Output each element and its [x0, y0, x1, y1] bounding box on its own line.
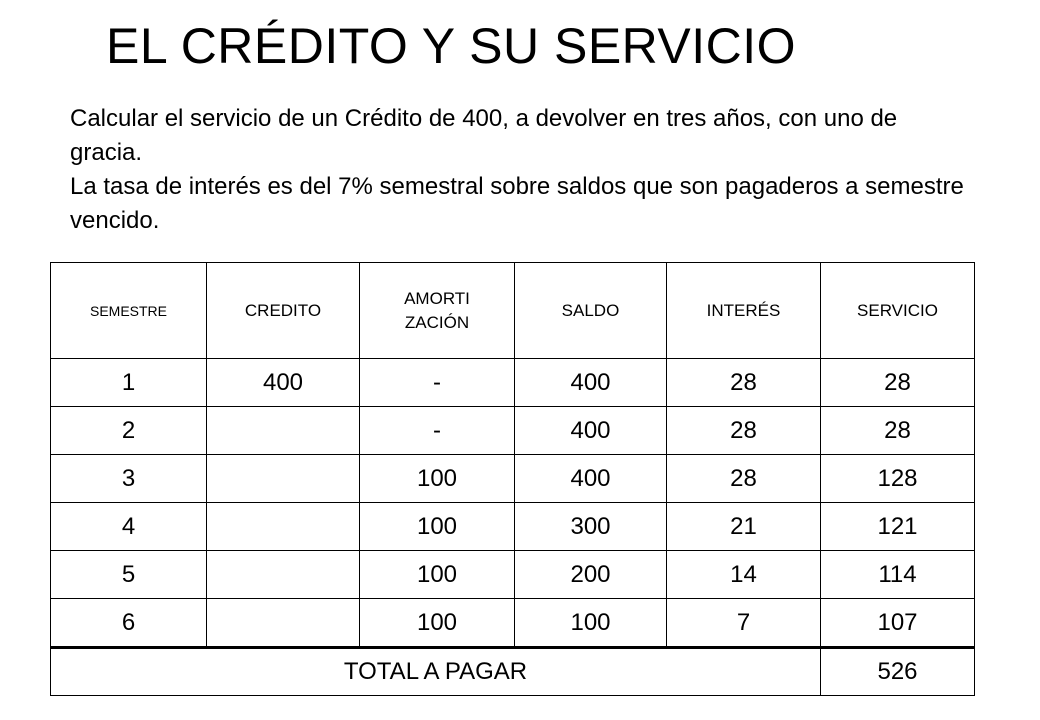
problem-statement [70, 102, 970, 238]
cell-amortizacion: 100 [360, 455, 515, 503]
header-amortizacion [360, 263, 515, 359]
cell-semestre: 3 [51, 455, 207, 503]
cell-saldo: 300 [515, 503, 667, 551]
cell-saldo: 100 [515, 599, 667, 648]
cell-credito [207, 407, 360, 455]
cell-interes: 7 [667, 599, 821, 648]
cell-interes: 28 [667, 407, 821, 455]
cell-amortizacion: 100 [360, 503, 515, 551]
total-label: TOTAL A PAGAR [51, 648, 821, 696]
header-credito: CREDITO [207, 263, 360, 359]
cell-amortizacion: - [360, 407, 515, 455]
statement-line-2: La tasa de interés es del 7% semestral sobre saldos que son pagaderos a semestre vencido. [70, 173, 964, 234]
header-saldo: SALDO [515, 263, 667, 359]
cell-semestre: 1 [51, 359, 207, 407]
amortization-table [50, 262, 975, 696]
cell-servicio: 107 [821, 599, 975, 648]
cell-saldo: 400 [515, 359, 667, 407]
cell-interes: 21 [667, 503, 821, 551]
table-row [51, 407, 975, 455]
page-title: EL CRÉDITO Y SU SERVICIO [106, 18, 797, 74]
cell-credito: 400 [207, 359, 360, 407]
cell-saldo: 400 [515, 407, 667, 455]
cell-semestre: 5 [51, 551, 207, 599]
header-servicio: SERVICIO [821, 263, 975, 359]
cell-servicio: 28 [821, 407, 975, 455]
cell-saldo: 200 [515, 551, 667, 599]
cell-servicio: 128 [821, 455, 975, 503]
cell-amortizacion: - [360, 359, 515, 407]
table-header-row [51, 263, 975, 359]
cell-servicio: 114 [821, 551, 975, 599]
cell-credito [207, 599, 360, 648]
cell-semestre: 4 [51, 503, 207, 551]
cell-interes: 14 [667, 551, 821, 599]
table-row [51, 359, 975, 407]
header-amortizacion-line-1: AMORTI [404, 288, 470, 308]
cell-servicio: 28 [821, 359, 975, 407]
cell-semestre: 6 [51, 599, 207, 648]
total-value: 526 [821, 648, 975, 696]
table-row [51, 599, 975, 648]
header-amortizacion-line-2: ZACIÓN [404, 312, 470, 332]
table-row [51, 503, 975, 551]
cell-servicio: 121 [821, 503, 975, 551]
statement-line-1: Calcular el servicio de un Crédito de 400, a devolver en tres años, con uno de gracia. [70, 105, 898, 166]
table-row [51, 551, 975, 599]
cell-interes: 28 [667, 359, 821, 407]
cell-credito [207, 455, 360, 503]
cell-saldo: 400 [515, 455, 667, 503]
total-row [51, 648, 975, 696]
cell-credito [207, 551, 360, 599]
cell-amortizacion: 100 [360, 551, 515, 599]
cell-interes: 28 [667, 455, 821, 503]
header-interes: INTERÉS [667, 263, 821, 359]
cell-semestre: 2 [51, 407, 207, 455]
cell-amortizacion: 100 [360, 599, 515, 648]
table-row [51, 455, 975, 503]
header-semestre: SEMESTRE [51, 263, 207, 359]
cell-credito [207, 503, 360, 551]
